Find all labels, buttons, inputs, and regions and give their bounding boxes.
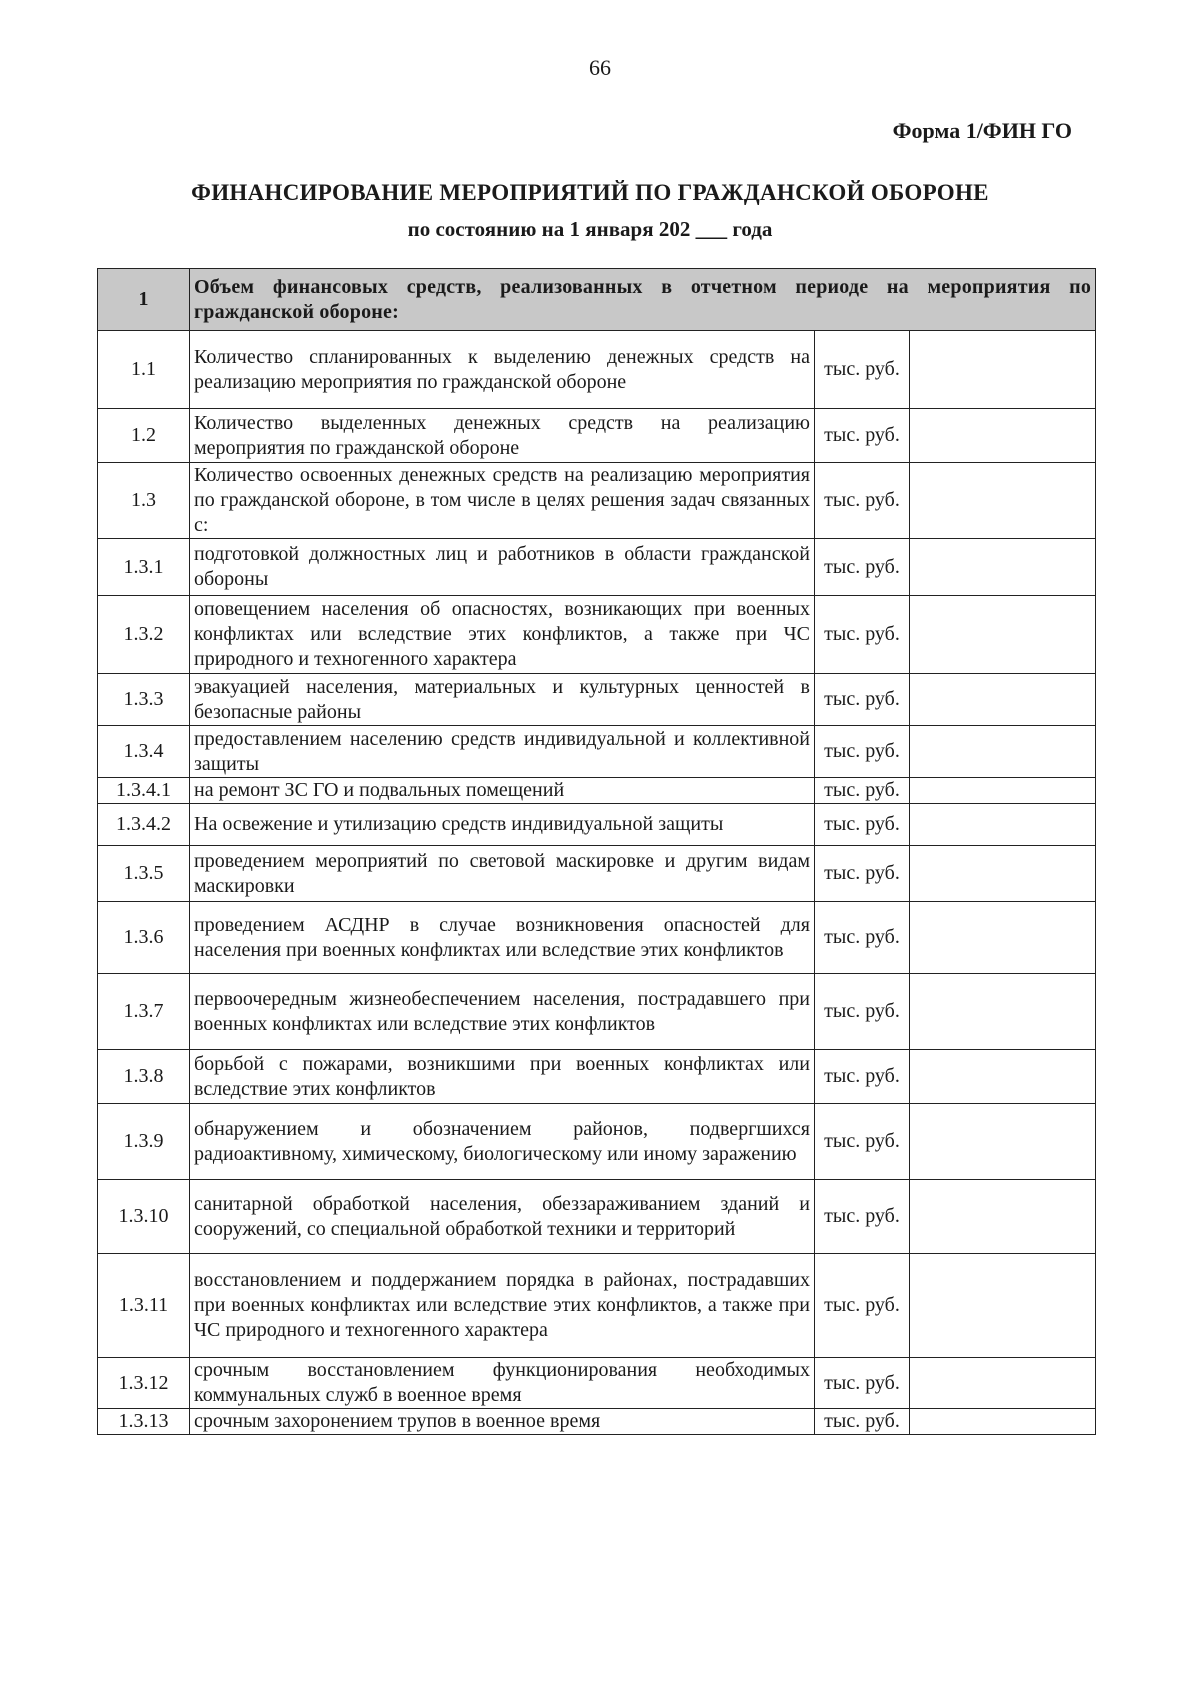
row-description-cell: предоставлением населению средств индивидуальной и коллективной защиты xyxy=(190,726,815,778)
row-value-cell[interactable] xyxy=(910,409,1096,463)
row-unit-cell: тыс. руб. xyxy=(815,539,910,596)
row-unit-cell: тыс. руб. xyxy=(815,974,910,1050)
row-value-cell[interactable] xyxy=(910,1254,1096,1358)
row-description-cell: срочным захоронением трупов в военное время xyxy=(190,1409,815,1435)
row-description-cell: Количество спланированных к выделению денежных средств на реализацию мероприятия по гражданской обороне xyxy=(190,331,815,409)
row-number-cell: 1.3 xyxy=(98,463,190,539)
row-description-cell: срочным восстановлением функционирования необходимых коммунальных служб в военное время xyxy=(190,1358,815,1409)
row-number-cell: 1.3.12 xyxy=(98,1358,190,1409)
row-description-cell: проведением АСДНР в случае возникновения опасностей для населения при военных конфликтах или вследствие этих конфликтов xyxy=(190,902,815,974)
row-number-cell: 1.3.10 xyxy=(98,1180,190,1254)
row-unit-cell: тыс. руб. xyxy=(815,1104,910,1180)
table-row xyxy=(98,331,1096,409)
row-value-cell[interactable] xyxy=(910,1180,1096,1254)
row-number-cell: 1.3.4.2 xyxy=(98,804,190,846)
row-description-cell: обнаружением и обозначением районов, подвергшихся радиоактивному, химическому, биологическому или иному заражению xyxy=(190,1104,815,1180)
table-row xyxy=(98,804,1096,846)
row-unit-cell: тыс. руб. xyxy=(815,1358,910,1409)
row-value-cell[interactable] xyxy=(910,846,1096,902)
row-number-cell: 1.3.6 xyxy=(98,902,190,974)
row-description-cell: санитарной обработкой населения, обеззараживанием зданий и сооружений, со специальной обработкой техники и территорий xyxy=(190,1180,815,1254)
document-subtitle: по состоянию на 1 января 202 ___ года xyxy=(407,217,773,241)
row-unit-cell: тыс. руб. xyxy=(815,463,910,539)
table-row xyxy=(98,1254,1096,1358)
table-row xyxy=(98,726,1096,778)
table-row xyxy=(98,596,1096,674)
row-description-cell: первоочередным жизнеобеспечением населения, пострадавшего при военных конфликтах или вследствие этих конфликтов xyxy=(190,974,815,1050)
row-unit-cell: тыс. руб. xyxy=(815,674,910,726)
table-row xyxy=(98,974,1096,1050)
row-description-cell: подготовкой должностных лиц и работников в области гражданской обороны xyxy=(190,539,815,596)
row-unit-cell: тыс. руб. xyxy=(815,902,910,974)
row-number-cell: 1.3.13 xyxy=(98,1409,190,1435)
table-row xyxy=(98,846,1096,902)
row-number-cell: 1.2 xyxy=(98,409,190,463)
form-label: Форма 1/ФИН ГО xyxy=(892,118,1072,143)
row-description-cell: Количество выделенных денежных средств на реализацию мероприятия по гражданской обороне xyxy=(190,409,815,463)
row-description-cell: оповещением населения об опасностях, возникающих при военных конфликтах или вследствие этих конфликтов, а также при ЧС природного и техногенного характера xyxy=(190,596,815,674)
row-value-cell[interactable] xyxy=(910,726,1096,778)
row-value-cell[interactable] xyxy=(910,1050,1096,1104)
table-row xyxy=(98,409,1096,463)
table-row xyxy=(98,674,1096,726)
row-description-cell: На освежение и утилизацию средств индивидуальной защиты xyxy=(190,804,815,846)
row-unit-cell: тыс. руб. xyxy=(815,1254,910,1358)
header-text-cell: Объем финансовых средств, реализованных в отчетном периоде на мероприятия по гражданской обороне: xyxy=(190,269,1096,331)
row-value-cell[interactable] xyxy=(910,463,1096,539)
header-number-cell: 1 xyxy=(98,269,190,331)
row-value-cell[interactable] xyxy=(910,974,1096,1050)
row-description-cell: на ремонт ЗС ГО и подвальных помещений xyxy=(190,778,815,804)
row-unit-cell: тыс. руб. xyxy=(815,1409,910,1435)
financing-table xyxy=(97,268,1096,1435)
row-unit-cell: тыс. руб. xyxy=(815,1180,910,1254)
financing-table-body xyxy=(98,269,1096,1435)
row-number-cell: 1.1 xyxy=(98,331,190,409)
row-unit-cell: тыс. руб. xyxy=(815,846,910,902)
table-row xyxy=(98,1050,1096,1104)
document-title: ФИНАНСИРОВАНИЕ МЕРОПРИЯТИЙ ПО ГРАЖДАНСКОЙ ОБОРОНЕ xyxy=(191,180,989,205)
table-row xyxy=(98,1358,1096,1409)
row-number-cell: 1.3.4 xyxy=(98,726,190,778)
table-row xyxy=(98,1409,1096,1435)
table-row xyxy=(98,1104,1096,1180)
row-unit-cell: тыс. руб. xyxy=(815,726,910,778)
row-value-cell[interactable] xyxy=(910,674,1096,726)
row-number-cell: 1.3.3 xyxy=(98,674,190,726)
row-number-cell: 1.3.5 xyxy=(98,846,190,902)
table-row xyxy=(98,902,1096,974)
row-number-cell: 1.3.7 xyxy=(98,974,190,1050)
row-description-cell: Количество освоенных денежных средств на реализацию мероприятия по гражданской обороне, в том числе в целях решения задач связанных с: xyxy=(190,463,815,539)
row-description-cell: эвакуацией населения, материальных и культурных ценностей в безопасные районы xyxy=(190,674,815,726)
row-number-cell: 1.3.4.1 xyxy=(98,778,190,804)
row-unit-cell: тыс. руб. xyxy=(815,596,910,674)
row-unit-cell: тыс. руб. xyxy=(815,778,910,804)
row-value-cell[interactable] xyxy=(910,1409,1096,1435)
table-row xyxy=(98,463,1096,539)
table-header-row xyxy=(98,269,1096,331)
row-value-cell[interactable] xyxy=(910,596,1096,674)
row-value-cell[interactable] xyxy=(910,331,1096,409)
table-row xyxy=(98,778,1096,804)
row-unit-cell: тыс. руб. xyxy=(815,409,910,463)
row-unit-cell: тыс. руб. xyxy=(815,331,910,409)
table-row xyxy=(98,539,1096,596)
row-description-cell: проведением мероприятий по световой маскировке и другим видам маскировки xyxy=(190,846,815,902)
row-number-cell: 1.3.11 xyxy=(98,1254,190,1358)
row-description-cell: борьбой с пожарами, возникшими при военных конфликтах или вследствие этих конфликтов xyxy=(190,1050,815,1104)
table-row xyxy=(98,1180,1096,1254)
row-unit-cell: тыс. руб. xyxy=(815,804,910,846)
row-unit-cell: тыс. руб. xyxy=(815,1050,910,1104)
row-number-cell: 1.3.2 xyxy=(98,596,190,674)
row-value-cell[interactable] xyxy=(910,902,1096,974)
row-value-cell[interactable] xyxy=(910,539,1096,596)
page-number: 66 xyxy=(589,55,611,80)
row-value-cell[interactable] xyxy=(910,778,1096,804)
row-value-cell[interactable] xyxy=(910,1104,1096,1180)
row-number-cell: 1.3.9 xyxy=(98,1104,190,1180)
row-number-cell: 1.3.1 xyxy=(98,539,190,596)
row-number-cell: 1.3.8 xyxy=(98,1050,190,1104)
row-description-cell: восстановлением и поддержанием порядка в районах, пострадавших при военных конфликтах или вследствие этих конфликтов, а также при ЧС природного и техногенного характера xyxy=(190,1254,815,1358)
row-value-cell[interactable] xyxy=(910,1358,1096,1409)
row-value-cell[interactable] xyxy=(910,804,1096,846)
